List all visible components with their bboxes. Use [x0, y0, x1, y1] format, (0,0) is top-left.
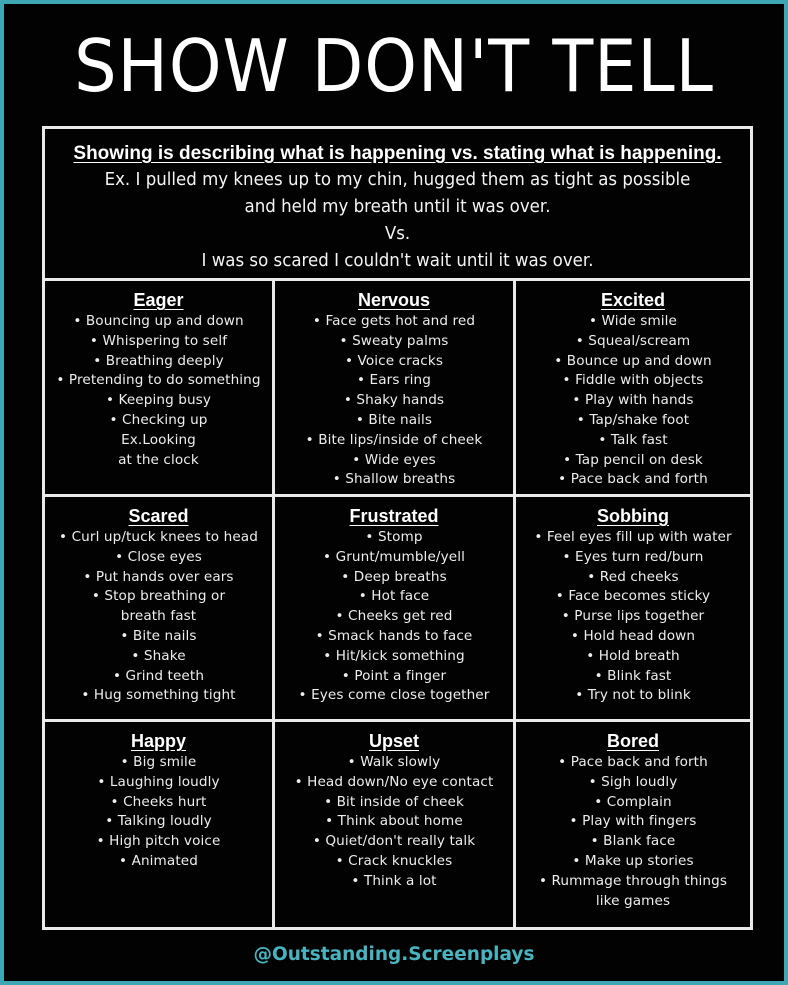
list-item: • Bit inside of cheek [324, 793, 464, 810]
list-item: • Crack knuckles [335, 852, 453, 869]
content-board [42, 126, 753, 930]
emotion-heading: Excited [600, 290, 666, 310]
list-item: • Bouncing up and down [73, 313, 244, 329]
list-item: • Stomp [365, 529, 423, 545]
list-item: • Grind teeth [112, 667, 205, 684]
list-item: • Play with hands [572, 392, 694, 409]
list-item: • Hold breath [586, 647, 680, 664]
list-item: • Complain [594, 793, 672, 810]
emotion-heading: Scared [128, 506, 189, 526]
list-item: • Cheeks hurt [110, 793, 207, 810]
list-item: • Blank face [590, 833, 676, 850]
list-item: • Bite nails [120, 627, 197, 644]
list-item: • Face becomes sticky [555, 588, 711, 605]
list-item: • Deep breaths [341, 568, 447, 585]
emotion-card-upset [275, 722, 516, 927]
list-item: Ex.Looking [121, 431, 196, 448]
list-item: • Keeping busy [105, 392, 212, 409]
list-item: • Fiddle with objects [562, 372, 704, 389]
list-item: • Talking loudly [105, 813, 212, 830]
list-item: • Squeal/scream [575, 332, 691, 349]
list-item: • Smack hands to face [315, 627, 473, 644]
list-item: • Big smile [120, 754, 197, 770]
list-item: • Make up stories [572, 852, 694, 869]
list-item: • Talk fast [598, 431, 668, 448]
emotion-heading: Happy [130, 731, 186, 751]
list-item: • Walk slowly [347, 754, 441, 770]
show-example-line-1: Ex. I pulled my knees up to my chin, hugged them as tight as possible [104, 170, 691, 190]
list-item: • Sigh loudly [588, 773, 678, 790]
list-item: • Curl up/tuck knees to head [59, 529, 258, 545]
author-handle: @Outstanding.Screenplays [253, 944, 535, 965]
emotion-card-nervous [275, 281, 516, 497]
emotion-list [516, 312, 750, 490]
intro-definition: Showing is describing what is happening vs. stating what is happening. [73, 143, 722, 164]
intro-box [45, 129, 750, 281]
emotion-card-scared [45, 497, 275, 722]
list-item: • Hot face [358, 588, 430, 605]
emotion-heading: Nervous [357, 290, 431, 310]
list-item: • Pretending to do something [56, 372, 261, 389]
list-item: • Sweaty palms [339, 332, 449, 349]
list-item: • Close eyes [115, 548, 202, 565]
list-item: • Hold head down [570, 627, 696, 644]
emotion-card-sobbing [516, 497, 750, 722]
emotion-list [275, 312, 513, 490]
list-item: • Wide eyes [352, 451, 436, 468]
list-item: • Bite lips/inside of cheek [305, 431, 483, 448]
list-item: • Purse lips together [561, 608, 705, 625]
emotion-list [45, 528, 272, 706]
list-item: • High pitch voice [96, 833, 221, 850]
page-title: SHOW DON'T TELL [74, 24, 714, 108]
list-item: • Eyes come close together [298, 687, 490, 704]
emotion-heading: Bored [606, 731, 659, 751]
list-item: • Try not to blink [575, 687, 691, 704]
list-item: • Tap pencil on desk [563, 451, 703, 468]
emotion-heading: Frustrated [349, 506, 439, 526]
list-item: • Ears ring [357, 372, 431, 389]
emotion-card-eager [45, 281, 275, 497]
list-item: • Play with fingers [569, 813, 697, 830]
list-item: • Think about home [325, 813, 463, 830]
list-item: • Bite nails [355, 411, 433, 428]
list-item: • Animated [119, 852, 198, 869]
list-item: • Tap/shake foot [576, 411, 690, 428]
versus-label: Vs. [384, 224, 411, 244]
show-example-line-2: and held my breath until it was over. [244, 197, 551, 217]
list-item: • Rummage through things [538, 872, 728, 889]
list-item: • Breathing deeply [93, 352, 224, 369]
list-item: • Pace back and forth [558, 754, 708, 770]
list-item: • Checking up [109, 411, 208, 428]
list-item: • Bounce up and down [554, 352, 712, 369]
list-item: at the clock [118, 451, 199, 468]
list-item: • Shallow breaths [332, 471, 456, 488]
emotion-card-bored [516, 722, 750, 927]
list-item: • Shaky hands [343, 392, 445, 409]
list-item: • Laughing loudly [97, 773, 220, 790]
emotion-card-excited [516, 281, 750, 497]
list-item: • Face gets hot and red [312, 313, 476, 329]
emotion-card-frustrated [275, 497, 516, 722]
list-item: • Voice cracks [344, 352, 444, 369]
list-item: • Point a finger [341, 667, 447, 684]
emotion-list [275, 753, 513, 892]
list-item: breath fast [120, 608, 197, 625]
emotion-card-happy [45, 722, 275, 927]
tell-example: I was so scared I couldn't wait until it was over. [201, 251, 594, 271]
list-item: • Put hands over ears [83, 568, 234, 585]
list-item: • Quiet/don't really talk [312, 833, 476, 850]
emotion-heading: Eager [133, 290, 184, 310]
list-item: • Feel eyes fill up with water [534, 529, 732, 545]
emotion-list [45, 312, 272, 470]
emotion-list [516, 753, 750, 911]
list-item: • Cheeks get red [335, 608, 453, 625]
list-item: • Grunt/mumble/yell [323, 548, 465, 565]
list-item: • Hit/kick something [323, 647, 465, 664]
list-item: • Head down/No eye contact [294, 773, 494, 790]
list-item: • Red cheeks [587, 568, 679, 585]
list-item: • Stop breathing or [91, 588, 226, 605]
list-item: like games [595, 892, 671, 909]
list-item: • Eyes turn red/burn [562, 548, 704, 565]
emotion-list [45, 753, 272, 872]
list-item: • Hug something tight [81, 687, 236, 704]
emotion-heading: Upset [368, 731, 419, 751]
list-item: • Blink fast [594, 667, 672, 684]
emotion-list [516, 528, 750, 706]
list-item: • Wide smile [588, 313, 677, 329]
list-item: • Think a lot [351, 872, 437, 889]
list-item: • Whispering to self [89, 332, 228, 349]
emotions-grid [45, 281, 750, 927]
emotion-heading: Sobbing [597, 506, 669, 526]
list-item: • Pace back and forth [558, 471, 708, 488]
list-item: • Shake [131, 647, 186, 664]
emotion-list [275, 528, 513, 706]
